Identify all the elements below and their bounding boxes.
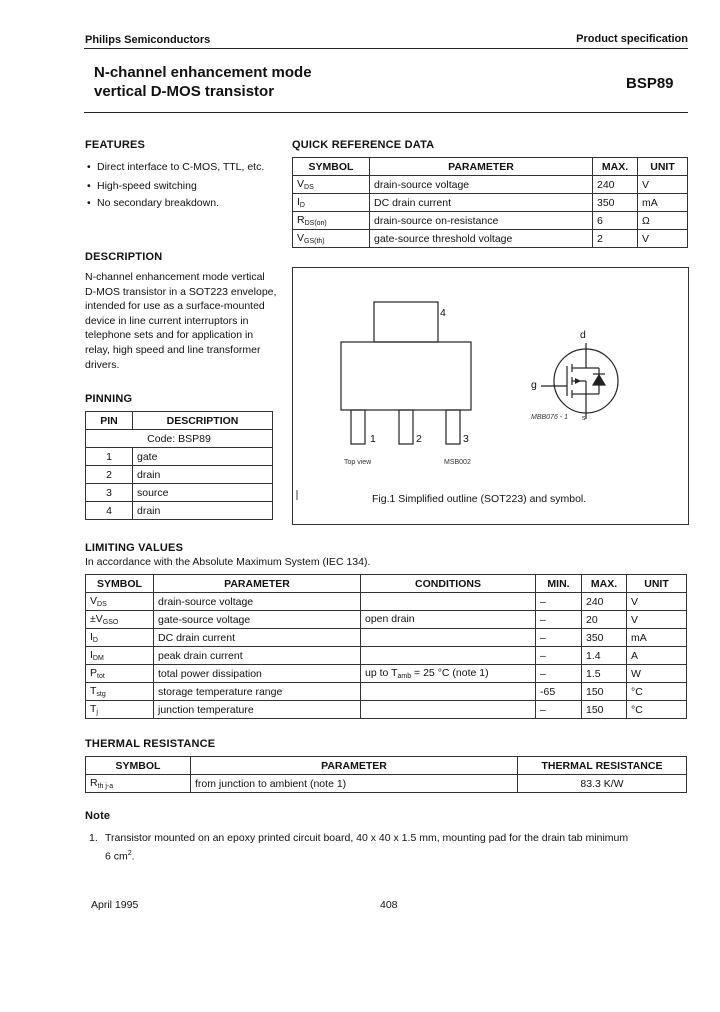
pin-1-label: 1: [370, 433, 376, 445]
col-pin: PIN: [86, 412, 133, 430]
company-name: Philips Semiconductors: [85, 34, 211, 46]
unit-cell: °C: [627, 683, 687, 701]
min-cell: –: [536, 647, 582, 665]
drain-tab: [374, 302, 438, 342]
table-header-row: [86, 412, 273, 430]
package-outline-diagram: [293, 268, 688, 524]
table-row: [293, 212, 688, 230]
table-row: [86, 629, 687, 647]
conditions-cell: [361, 701, 536, 719]
top-view-label: Top view: [344, 459, 372, 466]
note-number: 1.: [89, 832, 98, 844]
quick-reference-heading: QUICK REFERENCE DATA: [292, 139, 435, 151]
min-cell: –: [536, 611, 582, 629]
col-description: DESCRIPTION: [133, 412, 273, 430]
unit-cell: °C: [627, 701, 687, 719]
symbol-cell: $V_{GS(th)}$: [293, 230, 370, 248]
pin-number: 4: [86, 502, 133, 520]
col-parameter: PARAMETER: [370, 158, 593, 176]
unit-cell: V: [638, 230, 688, 248]
unit-cell: W: [627, 665, 687, 683]
note-text: Transistor mounted on an epoxy printed circuit board, 40 x 40 x 1.5 mm, mounting pad for the drain tab minimum 6 $cm^2$.: [105, 832, 629, 863]
title-line-1: N-channel enhancement mode: [94, 64, 312, 81]
max-cell: 240: [582, 593, 627, 611]
conditions-cell: [361, 593, 536, 611]
title-line-2: vertical D-MOS transistor: [94, 83, 275, 100]
table-row: [86, 701, 687, 719]
outline-code-label: MSB002: [444, 459, 471, 466]
figure-box: [292, 267, 689, 525]
pin-description: drain: [133, 466, 273, 484]
package-body: [341, 342, 471, 410]
source-label: s: [582, 415, 586, 422]
symbol-cell: $P_{tot}$: [86, 665, 154, 683]
parameter-cell: drain-source on-resistance: [370, 212, 593, 230]
table-row: [86, 466, 273, 484]
description-text: N-channel enhancement mode vertical D-MOS transistor in a SOT223 envelope, intended for use as a surface-mounted device in line current interruptors in telephone sets and for application in relay, high speed and line transformer drivers.: [85, 271, 277, 371]
lead-2: [399, 410, 413, 444]
unit-cell: mA: [638, 194, 688, 212]
symbol-cell: $T_j$: [86, 701, 154, 719]
value-cell: 83.3 K/W: [518, 775, 687, 793]
conditions-cell: up to $T_{amb} = 25$ °C (note 1): [361, 665, 536, 683]
symbol-cell: $I_D$: [86, 629, 154, 647]
unit-cell: V: [627, 593, 687, 611]
drain-label: d: [580, 329, 586, 341]
parameter-cell: drain-source voltage: [154, 593, 361, 611]
conditions-cell: [361, 629, 536, 647]
lead-1: [351, 410, 365, 444]
gate-label: g: [531, 379, 537, 391]
conditions-cell: [361, 683, 536, 701]
max-cell: 350: [593, 194, 638, 212]
pin-number: 1: [86, 448, 133, 466]
table-row: [86, 647, 687, 665]
min-cell: -65: [536, 683, 582, 701]
features-heading: FEATURES: [85, 139, 146, 151]
symbol-cell: $R_{th j-a}$: [86, 775, 191, 793]
min-cell: –: [536, 701, 582, 719]
pin-number: 3: [86, 484, 133, 502]
parameter-cell: DC drain current: [154, 629, 361, 647]
note-heading: Note: [85, 810, 111, 822]
part-number: BSP89: [626, 75, 674, 92]
table-row: [86, 430, 273, 448]
symbol-cell: $V_{DS}$: [293, 176, 370, 194]
min-cell: –: [536, 629, 582, 647]
col-symbol: SYMBOL: [293, 158, 370, 176]
limiting-values-intro: In accordance with the Absolute Maximum System (IEC 134).: [85, 556, 371, 568]
header-rule: [84, 48, 688, 49]
symbol-cell: $I_{DM}$: [86, 647, 154, 665]
table-row: [293, 194, 688, 212]
spec-type: Product specification: [576, 33, 688, 45]
max-cell: 350: [582, 629, 627, 647]
unit-cell: mA: [627, 629, 687, 647]
col-symbol: SYMBOL: [86, 757, 191, 775]
parameter-cell: peak drain current: [154, 647, 361, 665]
quick-reference-table: [292, 157, 688, 248]
parameter-cell: from junction to ambient (note 1): [191, 775, 518, 793]
title-rule: [84, 112, 688, 113]
max-cell: 240: [593, 176, 638, 194]
description-heading: DESCRIPTION: [85, 251, 163, 263]
unit-cell: V: [627, 611, 687, 629]
feature-item: • High-speed switching: [85, 178, 275, 195]
symbol-cell: $V_{DS}$: [86, 593, 154, 611]
unit-cell: A: [627, 647, 687, 665]
parameter-cell: storage temperature range: [154, 683, 361, 701]
min-cell: –: [536, 593, 582, 611]
pin-number: 2: [86, 466, 133, 484]
table-row: [86, 775, 687, 793]
table-header-row: [86, 757, 687, 775]
figure-caption: Fig.1 Simplified outline (SOT223) and symbol.: [372, 493, 587, 505]
limiting-values-heading: LIMITING VALUES: [85, 542, 184, 554]
max-cell: 1.4: [582, 647, 627, 665]
lead-3: [446, 410, 460, 444]
parameter-cell: total power dissipation: [154, 665, 361, 683]
table-row: [86, 665, 687, 683]
table-row: [293, 176, 688, 194]
col-unit: UNIT: [627, 575, 687, 593]
thermal-resistance-heading: THERMAL RESISTANCE: [85, 738, 216, 750]
parameter-cell: gate-source voltage: [154, 611, 361, 629]
conditions-cell: open drain: [361, 611, 536, 629]
unit-cell: Ω: [638, 212, 688, 230]
table-row: [86, 448, 273, 466]
table-row: [86, 683, 687, 701]
col-max: MAX.: [582, 575, 627, 593]
symbol-cell: $I_D$: [293, 194, 370, 212]
col-min: MIN.: [536, 575, 582, 593]
pin-description: source: [133, 484, 273, 502]
col-parameter: PARAMETER: [154, 575, 361, 593]
feature-item: • Direct interface to C-MOS, TTL, etc.: [85, 160, 275, 175]
unit-cell: V: [638, 176, 688, 194]
parameter-cell: drain-source voltage: [370, 176, 593, 194]
symbol-cell: $T_{stg}$: [86, 683, 154, 701]
symbol-code-label: MBB076 - 1: [531, 414, 568, 421]
min-cell: –: [536, 665, 582, 683]
col-symbol: SYMBOL: [86, 575, 154, 593]
pin-description: drain: [133, 502, 273, 520]
max-cell: 6: [593, 212, 638, 230]
parameter-cell: gate-source threshold voltage: [370, 230, 593, 248]
page-title: [94, 63, 312, 101]
pinning-table: [85, 411, 273, 520]
features-list: [85, 160, 275, 212]
max-cell: 2: [593, 230, 638, 248]
table-row: [86, 502, 273, 520]
conditions-cell: [361, 647, 536, 665]
max-cell: 20: [582, 611, 627, 629]
table-header-row: [293, 158, 688, 176]
limiting-values-table: [85, 574, 687, 719]
pin-4-label: 4: [440, 307, 446, 319]
table-row: [86, 484, 273, 502]
col-unit: UNIT: [638, 158, 688, 176]
symbol-cell: $R_{DS(on)}$: [293, 212, 370, 230]
table-header-row: [86, 575, 687, 593]
col-max: MAX.: [593, 158, 638, 176]
footer-date: April 1995: [91, 899, 139, 911]
table-row: [86, 593, 687, 611]
parameter-cell: junction temperature: [154, 701, 361, 719]
col-parameter: PARAMETER: [191, 757, 518, 775]
col-thermal-resistance: THERMAL RESISTANCE: [518, 757, 687, 775]
page-number: 408: [380, 899, 398, 911]
max-cell: 1.5: [582, 665, 627, 683]
code-cell: Code: BSP89: [86, 430, 273, 448]
feature-item: • No secondary breakdown.: [85, 195, 275, 212]
max-cell: 150: [582, 701, 627, 719]
thermal-resistance-table: [85, 756, 687, 793]
pin-description: gate: [133, 448, 273, 466]
pin-2-label: 2: [416, 433, 422, 445]
parameter-cell: DC drain current: [370, 194, 593, 212]
symbol-cell: $\pm V_{GSO}$: [86, 611, 154, 629]
col-conditions: CONDITIONS: [361, 575, 536, 593]
pinning-heading: PINNING: [85, 393, 133, 405]
pin-3-label: 3: [463, 433, 469, 445]
max-cell: 150: [582, 683, 627, 701]
table-row: [86, 611, 687, 629]
table-row: [293, 230, 688, 248]
